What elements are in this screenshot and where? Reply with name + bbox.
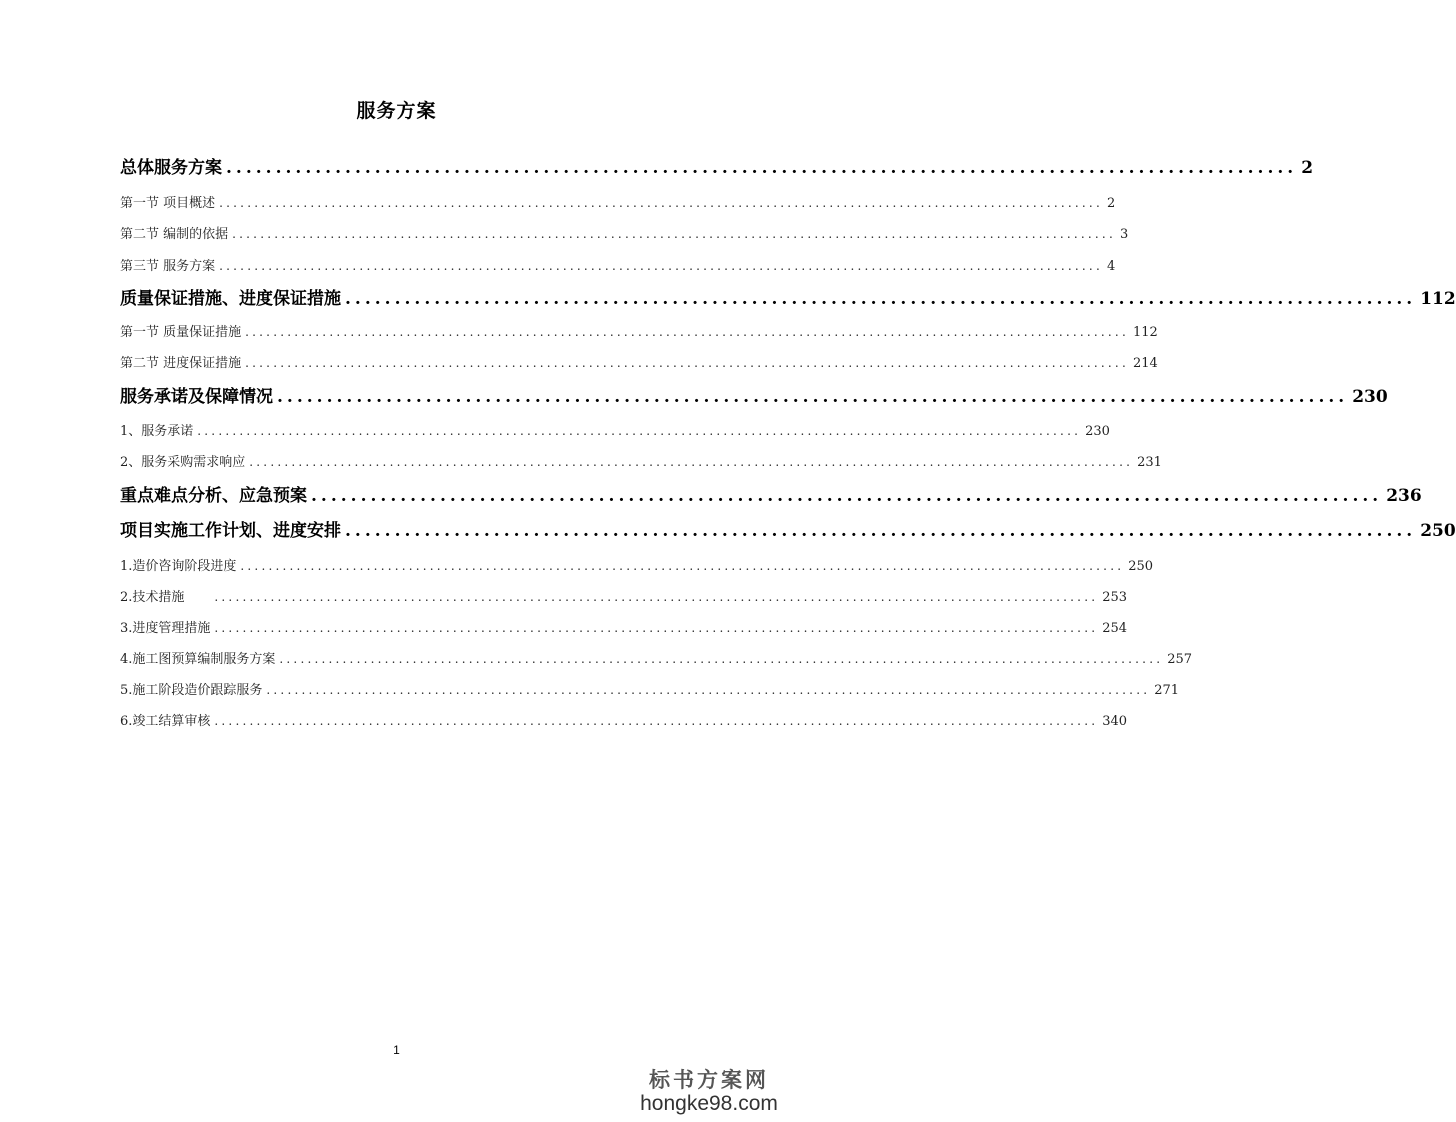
toc-entry-page: 230 (1352, 387, 1388, 407)
toc-entry-label: 5.施工阶段造价跟踪服务 (120, 683, 263, 698)
toc-entry-page: 253 (1102, 590, 1128, 605)
page-number: 1 (393, 1043, 400, 1057)
toc-entry-page: 254 (1102, 621, 1128, 636)
toc-entry[interactable] (120, 617, 1128, 636)
toc-entry-label: 2.技术措施 (120, 590, 185, 605)
toc-entry-label: 项目实施工作计划、进度安排 (120, 521, 341, 541)
toc-leader-dots: ............................................................................................................ (345, 289, 1417, 309)
toc-leader-dots: .............................................................................................................................. (214, 714, 1099, 728)
toc-entry[interactable] (120, 321, 1158, 340)
toc-entry-page: 112 (1420, 289, 1456, 309)
toc-entry-page: 3 (1119, 227, 1129, 242)
toc-leader-dots: .............................................................................................................................. (232, 227, 1116, 241)
toc-entry-label: 第二节 编制的依据 (120, 227, 229, 242)
toc-entry[interactable] (120, 451, 1162, 470)
toc-entry-label: 3.进度管理措施 (120, 621, 211, 636)
toc-entry-label: 第一节 质量保证措施 (120, 325, 242, 340)
toc-leader-dots: .............................................................................................................................. (266, 683, 1151, 697)
toc-leader-dots: .............................................................................................................................. (219, 259, 1103, 273)
toc-entry-page: 214 (1132, 356, 1158, 371)
toc-entry-page: 250 (1128, 559, 1154, 574)
toc-entry-page: 112 (1132, 325, 1158, 340)
toc-leader-dots: .............................................................................................................................. (219, 196, 1103, 210)
toc-entry-label: 重点难点分析、应急预案 (120, 486, 307, 506)
toc-entry-page: 271 (1154, 683, 1180, 698)
toc-leader-dots: .............................................................................................................................. (214, 590, 1099, 604)
toc-leader-dots: .............................................................................................................................. (214, 621, 1099, 635)
toc-entry[interactable] (120, 352, 1158, 371)
toc-leader-dots: .............................................................................................................................. (245, 356, 1129, 370)
toc-entry[interactable] (120, 516, 1456, 541)
toc-entry-page: 2 (1106, 196, 1116, 211)
toc-leader-dots: .............................................................................................................................. (279, 652, 1164, 666)
toc-entry-page: 4 (1106, 259, 1116, 274)
toc-leader-dots: ............................................................................................................ (345, 521, 1417, 541)
toc-entry-page: 250 (1420, 521, 1456, 541)
toc-entry-page: 257 (1167, 652, 1193, 667)
toc-entry-label: 质量保证措施、进度保证措施 (120, 289, 341, 309)
toc-leader-dots: .............................................................................................................................. (240, 559, 1125, 573)
toc-entry[interactable] (120, 679, 1180, 698)
toc-entry-page: 230 (1085, 424, 1110, 439)
toc-entry[interactable] (120, 153, 1314, 178)
toc-entry-label: 服务承诺及保障情况 (120, 387, 273, 407)
toc-entry[interactable] (120, 284, 1456, 309)
toc-entry[interactable] (120, 223, 1129, 242)
toc-entry-page: 231 (1137, 455, 1162, 470)
toc-entry-label: 4.施工图预算编制服务方案 (120, 652, 276, 667)
toc-entry[interactable] (120, 648, 1193, 667)
toc-entry[interactable] (120, 710, 1128, 729)
toc-leader-dots: .............................................................................................................................. (249, 455, 1134, 469)
toc-entry[interactable] (120, 481, 1422, 506)
toc-entry-label: 6.竣工结算审核 (120, 714, 211, 729)
toc-entry[interactable] (120, 382, 1388, 407)
toc-entry-label: 第二节 进度保证措施 (120, 356, 242, 371)
toc-entry[interactable] (120, 420, 1110, 439)
toc-entry[interactable] (120, 192, 1116, 211)
toc-leader-dots: .............................................................................................................................. (245, 325, 1129, 339)
toc-entry-page: 236 (1386, 486, 1422, 506)
toc-entry-label: 2、服务采购需求响应 (120, 455, 246, 470)
toc-entry-label: 总体服务方案 (120, 158, 222, 178)
toc-entry-page: 2 (1301, 158, 1314, 178)
toc-entry-label: 第一节 项目概述 (120, 196, 216, 211)
toc-entry-page: 340 (1102, 714, 1128, 729)
toc-entry[interactable] (120, 255, 1116, 274)
toc-entry-label: 1.造价咨询阶段进度 (120, 559, 237, 574)
document-title: 服务方案 (356, 100, 437, 122)
toc-entry-label: 第三节 服务方案 (120, 259, 216, 274)
toc-leader-dots: ............................................................................................................ (311, 486, 1383, 506)
watermark-cn-text: 标书方案网 (649, 1067, 769, 1092)
watermark-logo (639, 1068, 779, 1116)
toc-leader-dots: ............................................................................................................ (226, 158, 1298, 178)
watermark-url-text: hongke98.com (640, 1092, 778, 1115)
toc-entry-label: 1、服务承诺 (120, 424, 194, 439)
toc-leader-dots: .............................................................................................................................. (197, 424, 1082, 438)
toc-entry[interactable] (120, 555, 1154, 574)
toc-leader-dots: ............................................................................................................ (277, 387, 1349, 407)
toc-entry[interactable] (120, 586, 1128, 605)
